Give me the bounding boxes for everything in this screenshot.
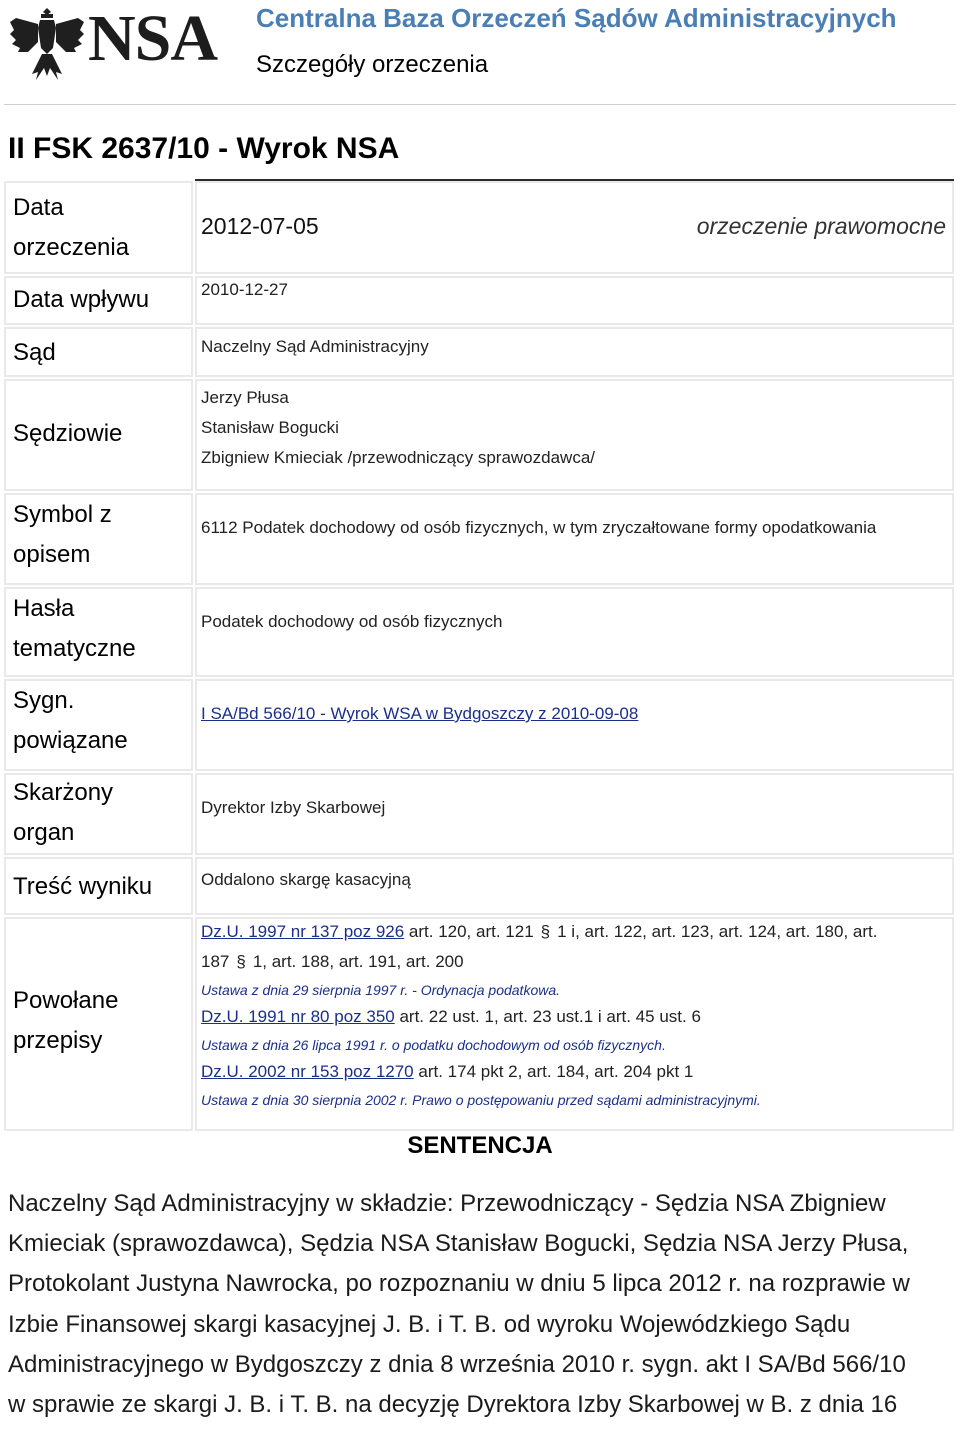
act-title: Ustawa z dnia 26 lipca 1991 r. o podatku dochodowym od osób fizycznych. [201,1037,666,1053]
nsa-logo[interactable] [8,2,228,84]
logo-text: NSA [88,2,218,75]
provision-line [201,917,877,947]
value-cell [195,773,954,855]
case-symbol: 6112 Podatek dochodowy od osób fizycznych, w tym zryczałtowane formy opodatkowania [201,518,877,537]
ruling-outcome: Oddalono skargę kasacyjną [201,870,411,889]
value-cell [195,327,954,377]
related-case-link[interactable]: I SA/Bd 566/10 - Wyrok WSA w Bydgoszczy z 2010-09-08 [201,704,639,723]
value-cell [195,493,954,585]
topic-keywords: Podatek dochodowy od osób fizycznych [201,612,503,631]
value-cell [195,379,954,491]
row-sedziowie [4,379,954,491]
row-organ [4,773,954,855]
label-cell [4,917,193,1131]
provision-link[interactable]: Dz.U. 1991 nr 80 poz 350 [201,1007,395,1026]
page-header [0,0,960,108]
provision-text: art. 120, art. 121 [404,922,539,941]
value-cell [195,181,954,274]
label-cell [4,493,193,585]
label-przepisy-1: Powołane [13,987,119,1014]
row-wynik [4,857,954,915]
provision-line [201,1002,701,1032]
label-cell [4,327,193,377]
value-cell [195,276,954,325]
value-cell [195,587,954,677]
row-symbol [4,493,954,585]
label-data-orzeczenia-1: Data [13,194,64,221]
label-cell [4,679,193,771]
site-title[interactable]: Centralna Baza Orzeczeń Sądów Administracyjnych [256,3,897,33]
section-sign: § [236,952,246,971]
provision-text: 187 [201,952,235,971]
sentencja-line: Kmieciak (sprawozdawca), Sędzia NSA Stanisław Bogucki, Sędzia NSA Jerzy Płusa, [8,1230,909,1258]
label-data-wplywu: Data wpływu [13,286,150,313]
sentencja-line: Naczelny Sąd Administracyjny w składzie: Przewodniczący - Sędzia NSA Zbigniew [8,1190,886,1217]
label-wynik: Treść wyniku [13,873,153,900]
label-cell [4,181,193,274]
label-sygn-2: powiązane [13,727,128,754]
row-data-wplywu [4,276,954,325]
sentencja-line: Administracyjnego w Bydgoszczy z dnia 8 września 2010 r. sygn. akt I SA/Bd 566/10 [8,1350,906,1378]
sentencja-heading: SENTENCJA [407,1132,553,1159]
label-hasla-1: Hasła [13,595,75,622]
row-sad [4,327,954,377]
sentencja-line: Izbie Finansowej skargi kasacyjnej J. B. i T. B. od wyroku Wojewódzkiego Sądu [8,1310,851,1338]
provision-text: art. 174 pkt 2, art. 184, art. 204 pkt 1 [413,1062,694,1081]
label-cell [4,773,193,855]
sentencja-line: w sprawie ze skargi J. B. i T. B. na decyzję Dyrektora Izby Skarbowej w B. z dnia 16 [8,1391,898,1419]
label-sedziowie: Sędziowie [13,420,123,447]
label-organ-1: Skarżony [13,779,114,806]
section-sign: § [540,922,551,941]
act-title: Ustawa z dnia 30 sierpnia 2002 r. Prawo o postępowaniu przed sądami administracyjnymi. [201,1092,761,1108]
label-cell [4,379,193,491]
court-name: Naczelny Sąd Administracyjny [201,337,429,356]
provision-line [201,1057,693,1087]
judge-name: Stanisław Bogucki [201,418,339,437]
sentencja-line: Protokolant Justyna Nawrocka, po rozpoznaniu w dniu 5 lipca 2012 r. na rozprawie w [8,1270,910,1298]
row-przepisy [4,917,954,1131]
label-cell [4,587,193,677]
row-sygn [4,679,954,771]
challenged-authority: Dyrektor Izby Skarbowej [201,798,386,817]
receipt-date: 2010-12-27 [201,280,288,299]
value-cell [195,857,954,915]
value-cell [195,917,954,1131]
judge-name: Jerzy Płusa [201,388,289,407]
provision-link[interactable]: Dz.U. 2002 nr 153 poz 1270 [201,1062,414,1081]
provision-line [201,947,464,977]
label-symbol-2: opisem [13,541,91,568]
label-przepisy-2: przepisy [13,1027,103,1054]
page-subtitle: Szczegóły orzeczenia [256,51,489,78]
label-sad: Sąd [13,339,56,366]
ruling-date: 2012-07-05 [201,213,319,239]
provision-text: 1 i, art. 122, art. 123, art. 124, art. 180, art. [552,922,878,941]
label-cell [4,857,193,915]
provision-text: art. 22 ust. 1, art. 23 ust.1 i art. 45 ust. 6 [394,1007,701,1026]
label-hasla-2: tematyczne [13,635,136,662]
act-title: Ustawa z dnia 29 sierpnia 1997 r. - Ordynacja podatkowa. [201,982,561,998]
label-organ-2: organ [13,819,75,846]
label-sygn-1: Sygn. [13,687,75,714]
row-data-orzeczenia [4,181,954,274]
header-divider [4,104,956,105]
label-data-orzeczenia-2: orzeczenia [13,234,130,261]
provision-link[interactable]: Dz.U. 1997 nr 137 poz 926 [201,922,405,941]
eagle-emblem-icon [8,2,86,84]
provision-text: 1, art. 188, art. 191, art. 200 [248,952,464,971]
label-symbol-1: Symbol z [13,501,112,528]
finality-status: orzeczenie prawomocne [696,213,946,239]
label-cell [4,276,193,325]
case-title: II FSK 2637/10 - Wyrok NSA [8,132,400,165]
judge-name: Zbigniew Kmieciak /przewodniczący sprawozdawca/ [201,448,595,467]
row-hasla [4,587,954,677]
value-cell [195,679,954,771]
sentencja-body [8,1184,952,1425]
